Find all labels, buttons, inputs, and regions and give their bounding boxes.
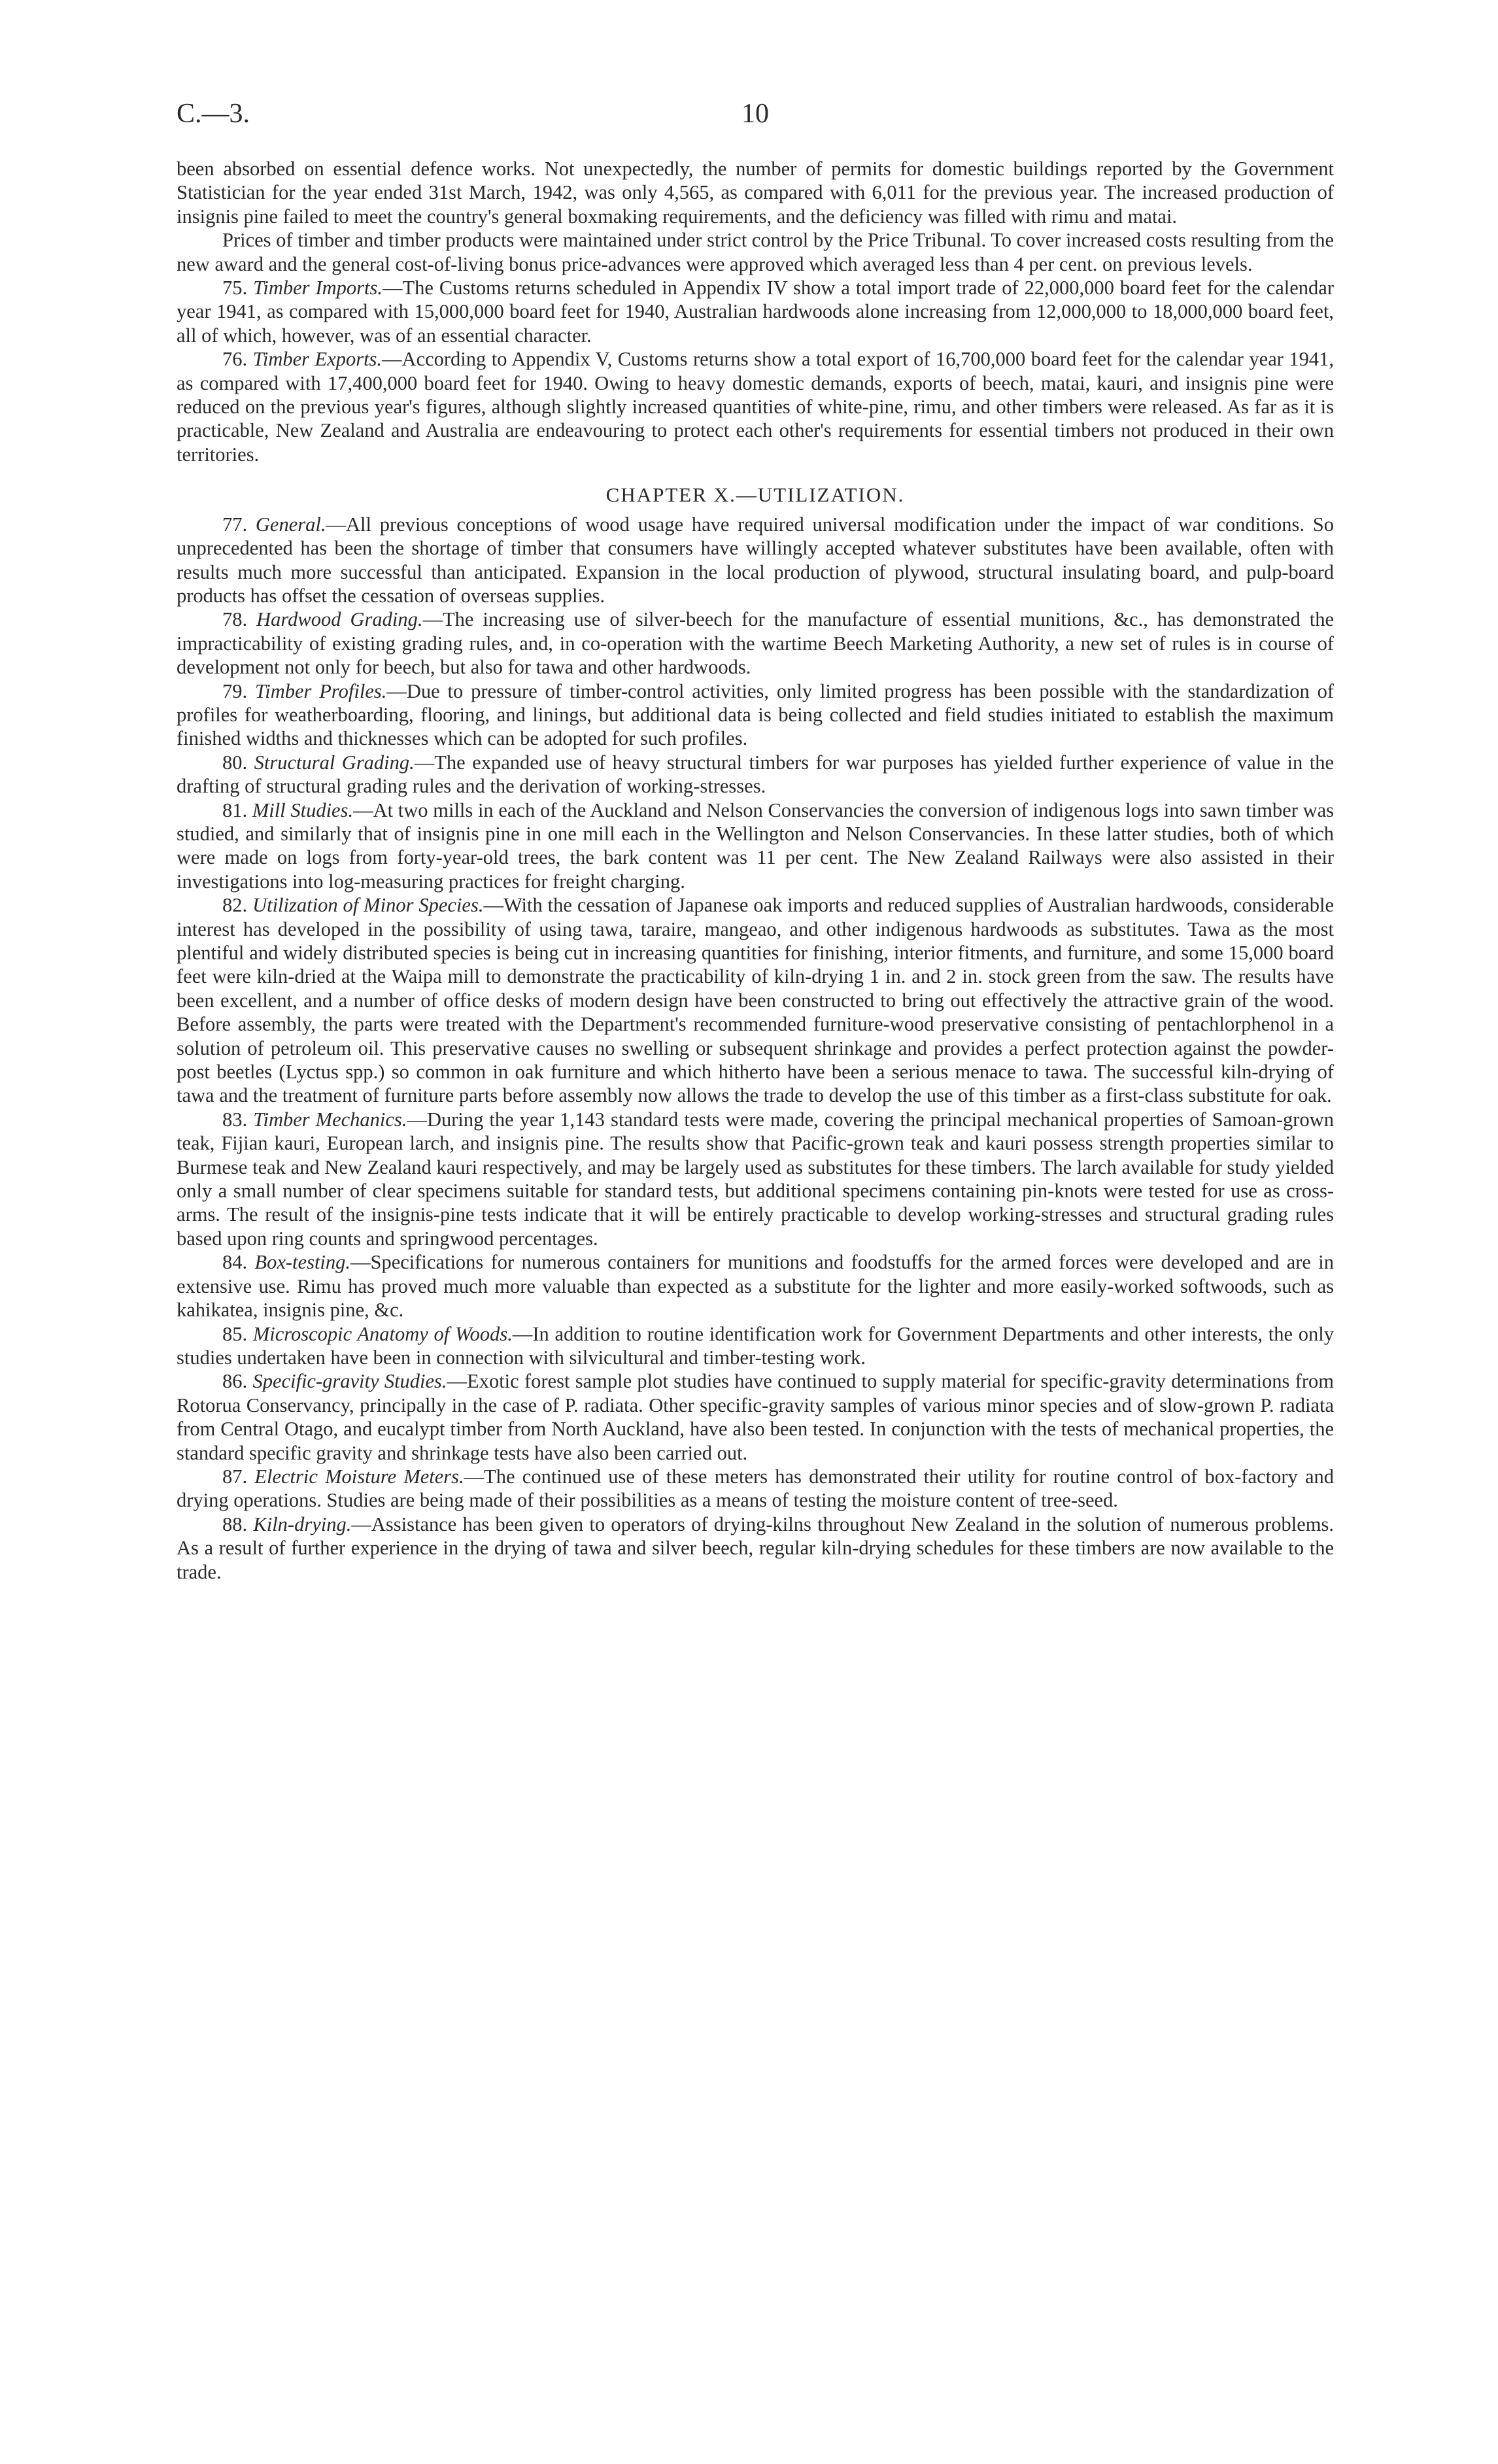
paragraph-78 <box>177 607 1334 679</box>
paragraph-text: —With the cessation of Japanese oak imports and reduced supplies of Australian hardwoods, considerable interest has developed in the possibility of using tawa, taraire, mangeao, and other indigenous hardwoods as substitutes. Tawa as the most plentiful and widely distributed species is being cut in increasing quantities for finishing, interior fitments, and furniture, and some 15,000 board feet were kiln-dried at the Waipa mill to demonstrate the practicability of kiln-drying 1 in. and 2 in. stock green from the saw. The results have been excellent, and a number of office desks of modern design have been constructed to bring out effectively the attractive grain of the wood. Before assembly, the parts were treated with the Department's recommended furniture-wood preservative consisting of pentachlorphenol in a solution of petroleum oil. This preservative causes no swelling or subsequent shrinkage and provides a perfect protection against the powder-post beetles (Lyctus spp.) so common in oak furniture and which hitherto have been a serious menace to tawa. The successful kiln-drying of tawa and the treatment of furniture parts before assembly now allows the trade to develop the use of this timber as a first-class substitute for oak. <box>177 894 1335 1107</box>
paragraph-79 <box>177 679 1334 751</box>
paragraph-text: —The Customs returns scheduled in Appendix IV show a total import trade of 22,000,000 board feet for the calendar year 1941, as compared with 15,000,000 board feet for 1940, Australian hardwoods alone increasing from 12,000,000 to 18,000,000 board feet, all of which, however, was of an essential character. <box>177 277 1334 347</box>
paragraph-number: 81. <box>222 798 248 821</box>
paragraph-number: 75. <box>222 277 248 299</box>
paragraph-text: —Specifications for numerous containers for munitions and foodstuffs for the armed forces were developed and are in extensive use. Rimu has proved much more valuable than expected as a substitute for the lighter and more easily-worked softwoods, such as kahikatea, insignis pine, &c. <box>177 1251 1335 1322</box>
paragraph-80 <box>177 751 1334 798</box>
paragraph-title: Timber Mechanics. <box>253 1108 407 1131</box>
paragraph-88 <box>177 1513 1334 1584</box>
paragraph-text: —Due to pressure of timber-control activities, only limited progress has been possible with the standardization of profiles for weatherboarding, flooring, and linings, but additional data is being collected and field studies initiated to establish the maximum finished widths and thicknesses which can be adopted for such profiles. <box>177 679 1334 750</box>
paragraph-87 <box>177 1465 1334 1513</box>
paragraph-number: 76. <box>222 348 248 371</box>
paragraph-text: —The continued use of these meters has demonstrated their utility for routine control of box-factory and drying operations. Studies are being made of their possibilities as a means of testing the moisture content of tree-seed. <box>177 1465 1334 1512</box>
paragraph-number: 87. <box>222 1465 248 1488</box>
paragraph-75 <box>177 276 1334 347</box>
paragraph-82 <box>177 893 1334 1108</box>
paragraph-title: Specific-gravity Studies. <box>252 1370 447 1393</box>
paragraph-text: —Assistance has been given to operators of drying-kilns throughout New Zealand in the solution of numerous problems. As a result of further experience in the drying of tawa and silver beech, regular kiln-drying schedules for these timbers are now available to the trade. <box>177 1513 1335 1583</box>
paragraph-number: 85. <box>222 1322 248 1345</box>
paragraph-title: Utilization of Minor Species. <box>252 894 484 917</box>
paragraph-86 <box>177 1369 1334 1465</box>
paragraph-text: —At two mills in each of the Auckland and Nelson Conservancies the conversion of indigenous logs into sawn timber was studied, and similarly that of insignis pine in one mill each in the Wellington and Nelson Conservancies. In these latter studies, both of which were made on logs from forty-year-old trees, the bark content was 11 per cent. The New Zealand Railways were also assisted in their investigations into log-measuring practices for freight charging. <box>177 798 1334 893</box>
paragraph-title: Kiln-drying. <box>253 1513 352 1535</box>
chapter-heading: CHAPTER X.—UTILIZATION. <box>605 483 905 507</box>
paragraph-text: —All previous conceptions of wood usage have required universal modification under the impact of war conditions. So unprecedented has been the shortage of timber that consumers have willingly accepted whatever substitutes have been available, often with results much more successful than anticipated. Expansion in the local production of plywood, structural insulating board, and pulp-board products has offset the cessation of overseas supplies. <box>177 513 1334 607</box>
paragraph-85 <box>177 1322 1334 1370</box>
paragraph-text: —Exotic forest sample plot studies have continued to supply material for specific-gravity determinations from Rotorua Conservancy, principally in the case of P. radiata. Other specific-gravity samples of various minor species and of slow-grown P. radiata from Central Otago, and eucalypt timber from North Auckland, have also been tested. In conjunction with the tests of mechanical properties, the standard specific gravity and shrinkage tests have also been carried out. <box>177 1370 1335 1464</box>
paragraph-title: Structural Grading. <box>254 751 415 774</box>
paragraph-title: Box-testing. <box>254 1251 351 1274</box>
page-number: 10 <box>741 99 769 129</box>
page-header <box>177 98 1334 137</box>
paragraph-number: 84. <box>222 1251 248 1274</box>
paragraph-title: Mill Studies. <box>252 798 354 821</box>
paragraph-number: 86. <box>222 1370 248 1393</box>
paragraph-number: 82. <box>222 894 248 917</box>
paragraph-number: 83. <box>222 1108 248 1131</box>
paragraph-prices: Prices of timber and timber products were maintained under strict control by the Price Tribunal. To cover increased costs resulting from the new award and the general cost-of-living bonus price-advances were approved which averaged less than 4 per cent. on previous levels. <box>177 229 1334 275</box>
paragraph-title: Timber Profiles. <box>254 679 387 702</box>
paragraph-text: —The increasing use of silver-beech for the manufacture of essential munitions, &c., has demonstrated the impracticability of existing grading rules, and, in co-operation with the wartime Beech Marketing Authority, a new set of rules is in course of development not only for beech, but also for tawa and other hardwoods. <box>177 608 1335 679</box>
paragraph-number: 77. <box>222 513 248 536</box>
continuation-paragraph: been absorbed on essential defence works. Not unexpectedly, the number of permits for domestic buildings reported by the Government Statistician for the year ended 31st March, 1942, was only 4,565, as compared with 6,011 for the previous year. The increased production of insignis pine failed to meet the country's general boxmaking requirements, and the deficiency was filled with rimu and matai. <box>177 158 1334 228</box>
paragraph-number: 78. <box>222 608 248 631</box>
paragraph-text: —During the year 1,143 standard tests were made, covering the principal mechanical properties of Samoan-grown teak, Fijian kauri, European larch, and insignis pine. The results show that Pacific-grown teak and kauri possess strength properties similar to Burmese teak and New Zealand kauri respectively, and may be largely used as substitutes for these timbers. The larch available for study yielded only a small number of clear specimens suitable for standard tests, but additional specimens containing pin-knots were tested for use as cross-arms. The result of the insignis-pine tests indicate that it will be entirely practicable to develop working-stresses and structural grading rules based upon ring counts and springwood percentages. <box>177 1108 1334 1250</box>
document-body <box>177 157 1334 1584</box>
paragraph-81 <box>177 798 1334 894</box>
paragraph-76 <box>177 347 1334 466</box>
document-reference: C.—3. <box>177 99 250 129</box>
paragraph-number: 79. <box>222 679 248 702</box>
paragraph-title: Microscopic Anatomy of Woods. <box>252 1322 513 1345</box>
paragraph-text: —The expanded use of heavy structural timbers for war purposes has yielded further experience of value in the drafting of structural grading rules and the derivation of working-stresses. <box>177 751 1334 798</box>
paragraph-title: Timber Imports. <box>253 277 383 299</box>
paragraph-number: 80. <box>222 751 248 774</box>
paragraph-text: —According to Appendix V, Customs returns show a total export of 16,700,000 board feet for the calendar year 1941, as compared with 17,400,000 board feet for 1940. Owing to heavy domestic demands, exports of beech, matai, kauri, and insignis pine were reduced on the previous year's figures, although slightly increased quantities of white-pine, rimu, and other timbers were released. As far as it is practicable, New Zealand and Australia are endeavouring to protect each other's requirements for essential timbers not produced in their own territories. <box>177 348 1335 466</box>
paragraph-title: Timber Exports. <box>252 348 383 371</box>
paragraph-77 <box>177 513 1334 608</box>
paragraph-84 <box>177 1250 1334 1322</box>
paragraph-number: 88. <box>222 1513 248 1535</box>
paragraph-title: Electric Moisture Meters. <box>254 1465 464 1488</box>
paragraph-title: General. <box>255 513 326 536</box>
paragraph-83 <box>177 1108 1334 1250</box>
paragraph-title: Hardwood Grading. <box>256 608 423 631</box>
paragraph-text: —In addition to routine identification work for Government Departments and other interests, the only studies undertaken have been in connection with silvicultural and timber-testing work. <box>177 1322 1335 1369</box>
